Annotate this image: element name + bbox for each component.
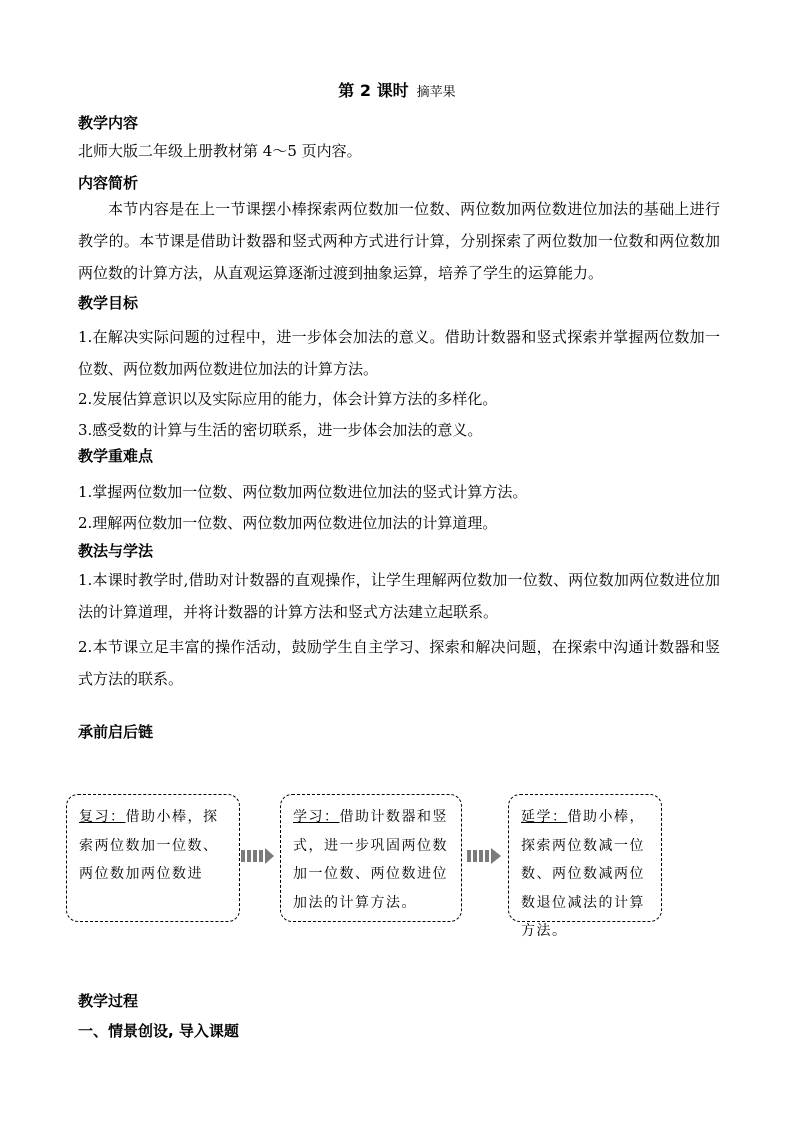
goal-item: 3.感受数的计算与生活的密切联系，进一步体会加法的意义。: [78, 421, 483, 439]
study-box: [280, 794, 462, 922]
extend-box: [508, 794, 662, 939]
intro-heading: 内容简析: [78, 174, 139, 192]
goal-item: 2.发展估算意识以及实际应用的能力，体会计算方法的多样化。: [78, 390, 498, 408]
page-title: [0, 78, 794, 101]
extend-label: 延学：: [521, 809, 568, 825]
review-text: 借助小棒，探索两位数加一位数、两位数加两位数进: [79, 809, 219, 882]
goals-heading: 教学目标: [78, 294, 139, 312]
lesson-name: 摘苹果: [416, 85, 456, 100]
double-chevron-arrow-icon: [466, 846, 506, 866]
method-item: 2.本节课立足丰富的操作活动，鼓励学生自主学习、探索和解决问题，在探索中沟通计数器和竖式方法的联系。: [78, 638, 720, 688]
step1-heading: 一、情景创设, 导入课题: [78, 1022, 239, 1040]
key-point-item: 1.掌握两位数加一位数、两位数加两位数进位加法的竖式计算方法。: [78, 483, 528, 501]
double-chevron-arrow-icon: [240, 846, 278, 866]
review-box: [66, 794, 240, 922]
content-text: 北师大版二年级上册教材第 4～5 页内容。: [78, 142, 362, 160]
key-point-item: 2.理解两位数加一位数、两位数加两位数进位加法的计算道理。: [78, 514, 498, 532]
lesson-number: 第 2 课时: [338, 81, 409, 100]
process-heading: 教学过程: [78, 992, 139, 1010]
key-points-heading: 教学重难点: [78, 447, 154, 465]
goal-item: 1.在解决实际问题的过程中，进一步体会加法的意义。借助计数器和竖式探索并掌握两位数加一位数、两位数加两位数进位加法的计算方法。: [78, 328, 720, 378]
method-item: 1.本课时教学时,借助对计数器的直观操作，让学生理解两位数加一位数、两位数加两位数进位加法的计算道理，并将计数器的计算方法和竖式方法建立起联系。: [78, 571, 720, 621]
chain-heading: 承前启后链: [78, 723, 154, 741]
study-text: 借助计数器和竖式，进一步巩固两位数加一位数、两位数进位加法的计算方法。: [293, 809, 448, 911]
extend-text: 借助小棒，探索两位数减一位数、两位数减两位数退位减法的计算方法。: [521, 809, 645, 939]
content-heading: 教学内容: [78, 114, 139, 132]
intro-text: 本节内容是在上一节课摆小棒探索两位数加一位数、两位数加两位数进位加法的基础上进行教学的。本节课是借助计数器和竖式两种方式进行计算，分别探索了两位数加一位数和两位数加两位数的计算方法，从直观运算逐渐过渡到抽象运算，培养了学生的运算能力。: [78, 200, 720, 282]
review-label: 复习：: [79, 809, 126, 825]
methods-heading: 教法与学法: [78, 542, 154, 560]
study-label: 学习：: [293, 809, 340, 825]
